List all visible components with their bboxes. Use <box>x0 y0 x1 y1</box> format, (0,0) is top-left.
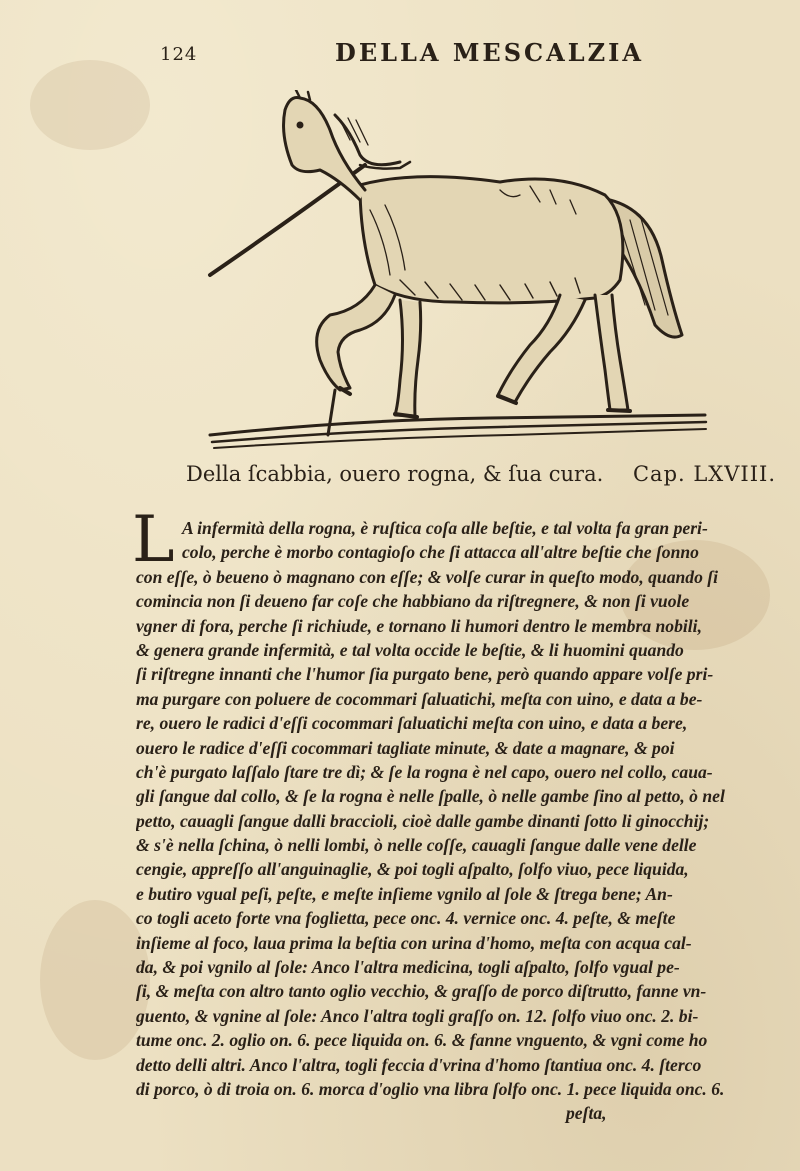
text-line: ch'è purgato laſſalo ſtare tre dì; & ſe la rogna è nel capo, ouero nel collo, caua- <box>136 761 713 782</box>
chapter-number: Cap. LXVIII. <box>632 462 776 486</box>
text-line: vgner di fora, perche ſi richiude, e tornano li humori dentro le membra nobili, <box>136 615 702 636</box>
drop-cap-initial: L <box>132 503 175 577</box>
text-line: & s'è nella ſchina, ò nelli lombi, ò nelle coſſe, cauagli ſangue dalle vene delle <box>136 835 697 856</box>
text-line: detto delli altri. Anco l'altra, togli feccia d'vrina d'homo ſtantiua onc. 4. ſterco <box>136 1054 702 1075</box>
running-title: DELLA MESCALZIA <box>335 38 644 67</box>
text-line: e butiro vgual peſi, peſte, e meſte inſieme vgnilo al ſole & ſtrega bene; An- <box>136 883 673 904</box>
text-line: cengie, appreſſo all'anguinaglie, & poi togli aſpalto, ſolfo viuo, pece liquida, <box>136 859 689 880</box>
text-line: con eſſe, ò beueno ò magnano con eſſe; & volſe curar in queſto modo, quando ſi <box>136 566 719 587</box>
text-line: comincia non ſi deueno far coſe che habbiano da riſtregnere, & non ſi vuole <box>136 591 690 612</box>
text-line: colo, perche è morbo contagioſo che ſi attacca all'altre beſtie che ſonno <box>182 542 699 563</box>
chapter-body-text <box>136 516 796 1126</box>
text-line: re, ouero le radici d'eſſi cocommari ſaluatichi meſta con uino, e data a bere, <box>136 713 688 734</box>
text-line: tume onc. 2. oglio on. 6. pece liquida on. 6. & fanne vnguento, & vgni come ho <box>136 1030 708 1051</box>
horse-woodcut-icon <box>200 90 720 460</box>
text-line: ma purgare con poluere de cocommari ſaluatichi, meſta con uino, e data a be- <box>136 688 703 709</box>
text-line: co togli aceto forte vna foglietta, pece onc. 4. vernice onc. 4. peſte, & meſte <box>136 908 676 929</box>
text-line: ſi, & meſta con altro tanto oglio vecchio, & graſſo de porco diſtrutto, fanne vn- <box>136 981 707 1002</box>
text-line: guento, & vgnine al ſole: Anco l'altra togli graſſo on. 12. ſolfo viuo onc. 2. bi- <box>136 1005 699 1026</box>
text-line: petto, cauagli ſangue dalli braccioli, cioè dalle gambe dinanti ſotto li ginocchij; <box>136 810 710 831</box>
text-line: inſieme al foco, laua prima la beſtia con urina d'homo, meſta con acqua cal- <box>136 932 692 953</box>
page-number: 124 <box>160 44 198 65</box>
text-line: ſi riſtregne innanti che l'humor ſia purgato bene, però quando appare volſe pri- <box>136 664 714 685</box>
paper-stain <box>30 60 150 150</box>
text-line: di porco, ò di troia on. 6. morca d'oglio vna libra ſolfo onc. 1. pece liquida onc. 6. <box>136 1078 725 1099</box>
text-line: & genera grande infermità, e tal volta occide le beſtie, & li huomini quando <box>136 639 684 660</box>
text-line: peſta, <box>566 1103 607 1124</box>
text-line: da, & poi vgnilo al ſole: Anco l'altra medicina, togli aſpalto, ſolfo vgual pe- <box>136 957 680 978</box>
text-line: gli ſangue dal collo, & ſe la rogna è nelle ſpalle, ò nelle gambe ſino al petto, ò nel <box>136 786 725 807</box>
text-line: A infermità della rogna, è ruſtica coſa alle beſtie, e tal volta fa gran peri- <box>182 518 708 538</box>
text-line: ouero le radice d'eſſi cocommari tagliate minute, & date a magnare, & poi <box>136 737 675 758</box>
paper-stain <box>40 900 150 1060</box>
chapter-heading <box>186 462 776 486</box>
chapter-title: Della ſcabbia, ouero rogna, & ſua cura. <box>186 462 604 486</box>
